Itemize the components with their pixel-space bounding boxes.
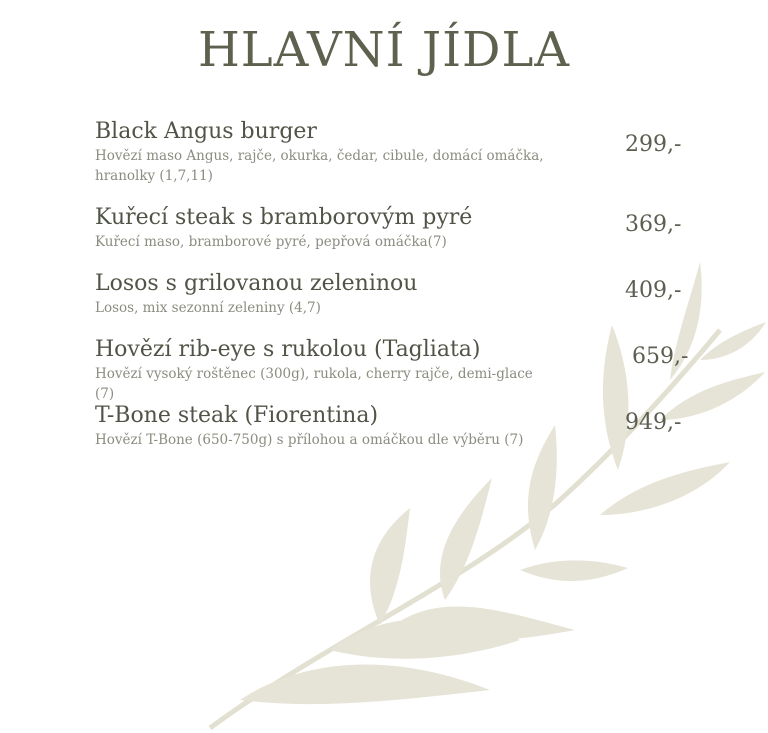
item-price: 409,- — [625, 278, 682, 303]
item-name: Kuřecí steak s bramborovým pyré — [95, 205, 473, 230]
item-price: 299,- — [625, 132, 682, 157]
menu-list — [95, 118, 715, 468]
item-name: Hovězí rib-eye s rukolou (Tagliata) — [95, 337, 481, 362]
item-description: Hovězí maso Angus, rajče, okurka, čedar, cibule, domácí omáčka, hranolky (1,7,11) — [95, 148, 544, 184]
item-description: Hovězí T-Bone (650-750g) s přílohou a omáčkou dle výběru (7) — [95, 432, 524, 448]
menu-item — [95, 270, 715, 336]
item-price: 949,- — [625, 410, 682, 435]
item-price: 369,- — [625, 212, 682, 237]
item-description: Kuřecí maso, bramborové pyré, pepřová omáčka(7) — [95, 234, 447, 250]
item-name: Losos s grilovanou zeleninou — [95, 271, 418, 296]
item-description: Losos, mix sezonní zeleniny (4,7) — [95, 300, 321, 316]
item-name: Black Angus burger — [95, 119, 317, 144]
item-price: 659,- — [632, 344, 689, 369]
menu-item — [95, 402, 715, 468]
menu-item — [95, 118, 715, 204]
menu-item — [95, 204, 715, 270]
page-title: HLAVNÍ JÍDLA — [197, 22, 571, 78]
item-description: Hovězí vysoký roštěnec (300g), rukola, cherry rajče, demi-glace (7) — [95, 366, 533, 402]
menu-item — [95, 336, 715, 402]
item-name: T-Bone steak (Fiorentina) — [95, 403, 379, 428]
